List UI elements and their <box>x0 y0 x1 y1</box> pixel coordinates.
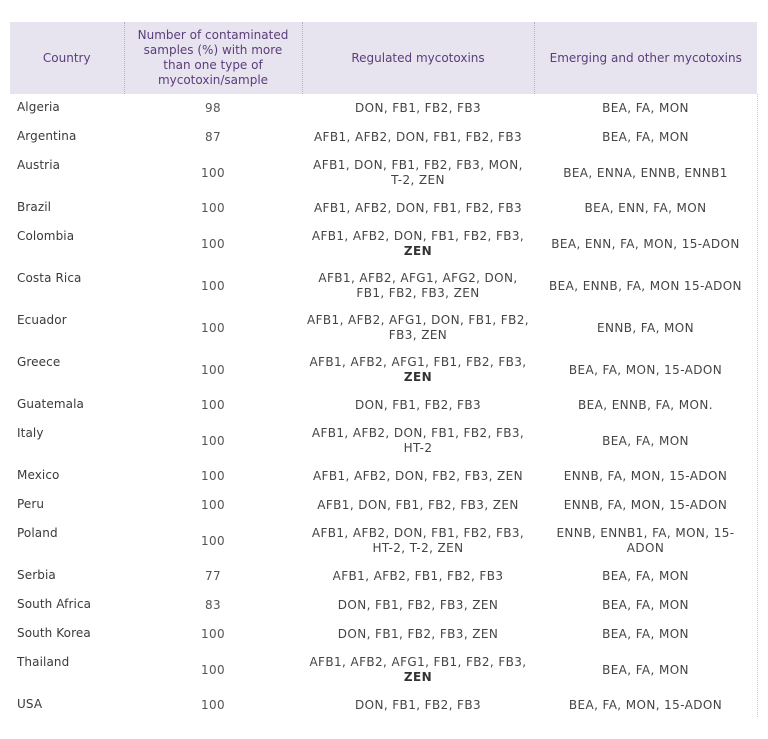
country-cell-text: USA <box>17 697 43 711</box>
emerging-mycotoxins-cell-text: BEA, FA, MON <box>602 433 689 448</box>
country-cell-text: Italy <box>17 426 44 440</box>
regulated-mycotoxins-cell <box>302 462 534 491</box>
header-contaminated-samples: Number of contaminated samples (%) with more than one type of mycotoxin/sample <box>124 22 302 94</box>
contaminated-percent-cell-text: 100 <box>200 320 226 335</box>
emerging-mycotoxins-cell-text: BEA, FA, MON, 15-ADON <box>568 362 723 377</box>
emerging-mycotoxins-cell <box>534 307 757 349</box>
regulated-mycotoxins-cell <box>302 349 534 391</box>
contaminated-percent-cell-text: 100 <box>200 698 226 712</box>
country-cell-text: Serbia <box>17 568 56 582</box>
header-country: Country <box>42 50 91 65</box>
table-row <box>10 649 757 691</box>
table-row <box>10 94 757 123</box>
emerging-mycotoxins-cell-text: ENNB, FA, MON, 15-ADON <box>563 469 728 483</box>
contaminated-percent-cell-text: 100 <box>200 469 226 483</box>
contaminated-percent-cell <box>124 420 302 462</box>
country-cell-text: Austria <box>17 158 61 172</box>
regulated-mycotoxins-cell <box>302 491 534 520</box>
emerging-mycotoxins-cell-text: ENNB, FA, MON, 15-ADON <box>563 498 728 512</box>
emerging-mycotoxins-cell-text: BEA, FA, MON <box>602 598 689 612</box>
table-row <box>10 194 757 223</box>
regulated-mycotoxins-cell <box>302 420 534 462</box>
contaminated-percent-cell-text: 100 <box>200 278 226 293</box>
regulated-mycotoxins-cell-text: AFB1, AFB2, DON, FB1, FB2, FB3, HT-2, T-2, ZEN <box>311 526 525 555</box>
country-cell <box>10 152 124 194</box>
emerging-mycotoxins-cell-text: BEA, ENN, FA, MON, 15-ADON <box>551 236 740 251</box>
emerging-mycotoxins-cell <box>534 620 757 649</box>
table-row <box>10 491 757 520</box>
mycotoxin-table <box>10 22 757 720</box>
contaminated-percent-cell-text: 100 <box>200 498 226 512</box>
regulated-mycotoxins-cell-text: AFB1, AFB2, DON, FB2, FB3, ZEN <box>312 469 524 483</box>
regulated-mycotoxins-cell <box>302 307 534 349</box>
contaminated-percent-cell <box>124 491 302 520</box>
emerging-mycotoxins-cell-text: BEA, FA, MON <box>602 569 689 583</box>
table-row <box>10 520 757 562</box>
emerging-mycotoxins-cell-text: BEA, FA, MON <box>602 662 689 677</box>
table-row <box>10 462 757 491</box>
emerging-mycotoxins-cell-text: BEA, FA, MON, 15-ADON <box>568 698 723 712</box>
emerging-mycotoxins-cell <box>534 562 757 591</box>
emerging-mycotoxins-cell-text: BEA, ENNA, ENNB, ENNB1 <box>563 165 728 180</box>
regulated-mycotoxins-cell-text: AFB1, DON, FB1, FB2, FB3, MON, T-2, ZEN <box>313 158 523 187</box>
table-row <box>10 123 757 152</box>
contaminated-percent-cell <box>124 194 302 223</box>
regulated-mycotoxins-cell-text: DON, FB1, FB2, FB3, ZEN <box>337 627 499 641</box>
emerging-mycotoxins-cell <box>534 123 757 152</box>
emerging-mycotoxins-cell <box>534 265 757 307</box>
regulated-mycotoxins-bold-text: ZEN <box>403 244 433 258</box>
emerging-mycotoxins-cell <box>534 420 757 462</box>
regulated-mycotoxins-cell <box>302 520 534 562</box>
country-cell-text: Costa Rica <box>17 271 82 285</box>
table-row <box>10 223 757 265</box>
regulated-mycotoxins-cell-text: AFB1, AFB2, AFG1, FB1, FB2, FB3, <box>309 355 527 369</box>
emerging-mycotoxins-cell <box>534 520 757 562</box>
regulated-mycotoxins-cell <box>302 94 534 123</box>
country-cell <box>10 491 124 520</box>
emerging-mycotoxins-cell <box>534 691 757 720</box>
country-cell <box>10 520 124 562</box>
contaminated-percent-cell <box>124 391 302 420</box>
contaminated-percent-cell-text: 77 <box>204 569 222 583</box>
regulated-mycotoxins-cell-text: DON, FB1, FB2, FB3 <box>354 101 482 115</box>
contaminated-percent-cell <box>124 649 302 691</box>
country-cell <box>10 391 124 420</box>
column-divider <box>757 94 758 717</box>
table-row <box>10 391 757 420</box>
regulated-mycotoxins-cell-text: AFB1, AFB2, DON, FB1, FB2, FB3 <box>313 130 523 144</box>
regulated-mycotoxins-cell-text: DON, FB1, FB2, FB3 <box>354 698 482 712</box>
country-cell <box>10 94 124 123</box>
country-cell <box>10 649 124 691</box>
regulated-mycotoxins-cell-text: AFB1, AFB2, DON, FB1, FB2, FB3 <box>313 201 523 215</box>
emerging-mycotoxins-cell-text: BEA, FA, MON <box>602 130 689 144</box>
country-cell-text: Thailand <box>17 655 70 669</box>
country-cell-text: Peru <box>17 497 45 511</box>
country-cell <box>10 420 124 462</box>
emerging-mycotoxins-cell <box>534 94 757 123</box>
country-cell <box>10 194 124 223</box>
regulated-mycotoxins-cell-text: DON, FB1, FB2, FB3 <box>354 398 482 412</box>
table-row <box>10 562 757 591</box>
regulated-mycotoxins-cell <box>302 123 534 152</box>
contaminated-percent-cell <box>124 265 302 307</box>
emerging-mycotoxins-cell <box>534 591 757 620</box>
regulated-mycotoxins-cell-text: AFB1, DON, FB1, FB2, FB3, ZEN <box>317 498 519 512</box>
regulated-mycotoxins-cell <box>302 194 534 223</box>
contaminated-percent-cell <box>124 223 302 265</box>
contaminated-percent-cell <box>124 307 302 349</box>
regulated-mycotoxins-cell <box>302 691 534 720</box>
contaminated-percent-cell-text: 100 <box>200 433 226 448</box>
regulated-mycotoxins-cell <box>302 391 534 420</box>
country-cell-text: Mexico <box>17 468 60 482</box>
country-cell <box>10 307 124 349</box>
table-row <box>10 620 757 649</box>
country-cell <box>10 462 124 491</box>
regulated-mycotoxins-cell-text: AFB1, AFB2, FB1, FB2, FB3 <box>332 569 504 583</box>
table-row <box>10 691 757 720</box>
contaminated-percent-cell <box>124 152 302 194</box>
regulated-mycotoxins-bold-text: ZEN <box>403 370 433 384</box>
country-cell <box>10 562 124 591</box>
regulated-mycotoxins-cell <box>302 223 534 265</box>
regulated-mycotoxins-cell <box>302 562 534 591</box>
country-cell-text: Ecuador <box>17 313 67 327</box>
country-cell-text: Brazil <box>17 200 52 214</box>
contaminated-percent-cell-text: 100 <box>200 362 226 377</box>
country-cell <box>10 591 124 620</box>
emerging-mycotoxins-cell <box>534 152 757 194</box>
country-cell-text: Poland <box>17 526 58 540</box>
contaminated-percent-cell-text: 100 <box>200 627 226 641</box>
table-header-row <box>10 22 757 94</box>
header-emerging-mycotoxins: Emerging and other mycotoxins <box>534 22 757 94</box>
contaminated-percent-cell-text: 100 <box>200 201 226 215</box>
emerging-mycotoxins-cell-text: BEA, FA, MON <box>602 627 689 641</box>
country-cell <box>10 265 124 307</box>
table-row <box>10 349 757 391</box>
contaminated-percent-cell <box>124 94 302 123</box>
contaminated-percent-cell-text: 87 <box>204 130 222 144</box>
contaminated-percent-cell-text: 100 <box>200 165 226 180</box>
country-cell <box>10 349 124 391</box>
emerging-mycotoxins-cell <box>534 391 757 420</box>
country-cell-text: Colombia <box>17 229 75 243</box>
contaminated-percent-cell <box>124 123 302 152</box>
emerging-mycotoxins-cell <box>534 649 757 691</box>
regulated-mycotoxins-cell-text: AFB1, AFB2, DON, FB1, FB2, FB3, HT-2 <box>311 426 525 455</box>
emerging-mycotoxins-cell <box>534 349 757 391</box>
contaminated-percent-cell-text: 100 <box>200 662 226 677</box>
contaminated-percent-cell-text: 100 <box>200 236 226 251</box>
country-cell-text: Algeria <box>17 100 60 114</box>
regulated-mycotoxins-cell-text: AFB1, AFB2, DON, FB1, FB2, FB3, <box>311 229 525 243</box>
country-cell-text: South Africa <box>17 597 92 611</box>
table-row <box>10 420 757 462</box>
contaminated-percent-cell-text: 98 <box>204 101 222 115</box>
regulated-mycotoxins-cell <box>302 649 534 691</box>
country-cell <box>10 123 124 152</box>
emerging-mycotoxins-cell-text: BEA, ENN, FA, MON <box>584 201 707 215</box>
contaminated-percent-cell-text: 100 <box>200 533 226 548</box>
emerging-mycotoxins-cell-text: ENNB, FA, MON <box>596 320 694 335</box>
regulated-mycotoxins-cell <box>302 152 534 194</box>
regulated-mycotoxins-cell-text: DON, FB1, FB2, FB3, ZEN <box>337 598 499 612</box>
contaminated-percent-cell <box>124 462 302 491</box>
table-row <box>10 307 757 349</box>
header-regulated-mycotoxins: Regulated mycotoxins <box>302 22 534 94</box>
regulated-mycotoxins-cell <box>302 620 534 649</box>
regulated-mycotoxins-cell <box>302 265 534 307</box>
country-cell-text: Argentina <box>17 129 77 143</box>
emerging-mycotoxins-cell-text: BEA, FA, MON <box>602 101 689 115</box>
contaminated-percent-cell <box>124 620 302 649</box>
country-cell <box>10 691 124 720</box>
regulated-mycotoxins-cell-text: AFB1, AFB2, AFG1, FB1, FB2, FB3, <box>309 655 527 669</box>
country-cell <box>10 223 124 265</box>
country-cell-text: Guatemala <box>17 397 84 411</box>
contaminated-percent-cell <box>124 349 302 391</box>
emerging-mycotoxins-cell <box>534 223 757 265</box>
contaminated-percent-cell-text: 83 <box>204 598 222 612</box>
contaminated-percent-cell-text: 100 <box>200 398 226 412</box>
emerging-mycotoxins-cell-text: BEA, ENNB, FA, MON 15-ADON <box>549 278 742 293</box>
emerging-mycotoxins-cell <box>534 462 757 491</box>
contaminated-percent-cell <box>124 520 302 562</box>
regulated-mycotoxins-cell <box>302 591 534 620</box>
contaminated-percent-cell <box>124 562 302 591</box>
contaminated-percent-cell <box>124 591 302 620</box>
regulated-mycotoxins-cell-text: AFB1, AFB2, AFG1, AFG2, DON, FB1, FB2, FB3, ZEN <box>318 271 518 300</box>
contaminated-percent-cell <box>124 691 302 720</box>
table-row <box>10 591 757 620</box>
emerging-mycotoxins-cell-text: BEA, ENNB, FA, MON. <box>578 398 713 412</box>
regulated-mycotoxins-bold-text: ZEN <box>403 670 433 684</box>
emerging-mycotoxins-cell-text: ENNB, ENNB1, FA, MON, 15-ADON <box>556 526 735 555</box>
regulated-mycotoxins-cell-text: AFB1, AFB2, AFG1, DON, FB1, FB2, FB3, ZEN <box>307 313 529 342</box>
table-row <box>10 265 757 307</box>
emerging-mycotoxins-cell <box>534 194 757 223</box>
table-row <box>10 152 757 194</box>
country-cell-text: Greece <box>17 355 61 369</box>
country-cell <box>10 620 124 649</box>
emerging-mycotoxins-cell <box>534 491 757 520</box>
country-cell-text: South Korea <box>17 626 91 640</box>
